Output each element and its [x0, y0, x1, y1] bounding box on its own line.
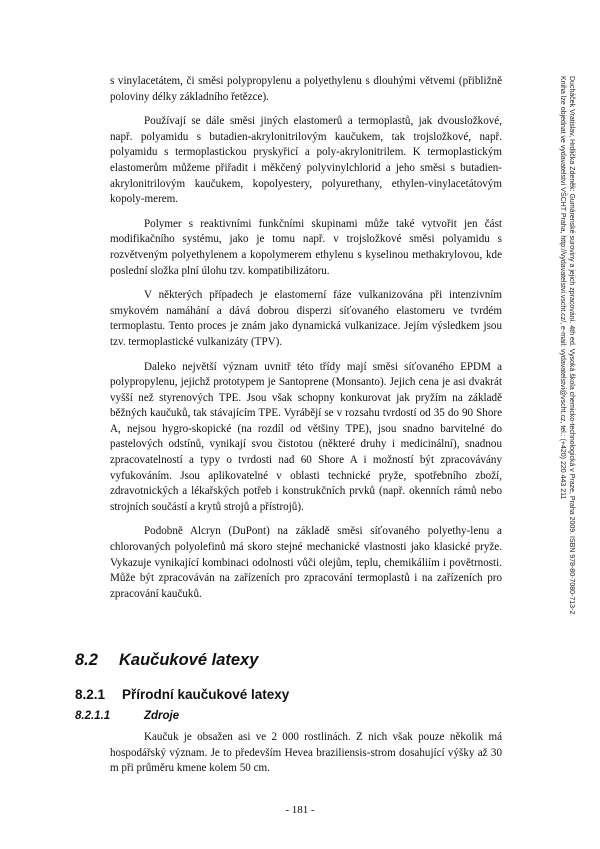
paragraph: s vinylacetátem, či směsi polypropylenu a polyethylenu s dlouhými větvemi (přibližně poloviny délky základního řetězce). — [110, 75, 502, 103]
section-title: Kaučukové latexy — [119, 651, 259, 669]
paragraph: Daleko největší význam uvnitř této třídy mají směsi síťovaného EPDM a polypropylenu, jejichž prototypem je Santoprene (Monsanto). Jejich cena je asi dvakrát vyšší než styrenových TPE. Jsou však schopny konkurovat jak pryžím na základě běžných kaučuků, tak stávajícím TPE. Vyrábějí se v rozsahu tvrdostí od 35 do 90 Shore A, nejsou hygro-skopické (na rozdíl od většiny TPE), jsou snadno barvitelné do pastelových odstínů, vynikají svou čistotou (některé druhy i medicinální), snadnou zpracovatelností a typy o tvrdosti nad 60 Shore A i možností být zpracovávány vyfukováním. Jsou aplikovatelné v oblasti technické pryže, spotřebního zboží, zdravotnických a lékařských potřeb i konstrukčních prvků (např. okenních rámů nebo strojních součástí a krytů strojů a přístrojů). — [110, 360, 502, 513]
subsubsection-title: Zdroje — [144, 710, 180, 722]
section-body — [110, 730, 502, 777]
section-number: 8.2 — [75, 651, 98, 669]
citation-sidebar — [558, 76, 576, 616]
subsection-title: Přírodní kaučukové latexy — [122, 687, 290, 702]
subsubsection-heading — [75, 710, 179, 722]
subsubsection-number: 8.2.1.1 — [75, 710, 111, 722]
citation-line: Ducháček Vratislav, Hrdlička Zdeněk: Gumárenské suroviny a jejich zpracování. 4th ed. Vysoká škola chemicko-technologická v Praze, Praha 2009. ISBN 978-80-7080-713-2 — [568, 76, 575, 615]
body-text — [110, 74, 502, 611]
paragraph: Polymer s reaktivními funkčními skupinami může také vytvořit jen část modifikačního systému, jako je tomu např. v trojsložkové směsi polyamidu s rozvětveným polyethylenem a kopolymerem ethylenu s kyselinou methakrylovou, kde poslední složka plní úlohu tzv. kompatibilizátoru. — [110, 217, 502, 277]
subsection-heading — [75, 687, 289, 702]
paragraph: Podobně Alcryn (DuPont) na základě směsi síťovaného polyethy-lenu a chlorovaných polyolefinů má skoro stejné mechanické vlastnosti jako klasické pryže. Vykazuje vynikající kombinaci odolnosti vůči olejům, teplu, chemikáliím i povětrnosti. Může být zpracováván na zařízeních pro zpracování termoplastů i na zařízeních pro zpracování kaučuků. — [110, 525, 502, 600]
page-number: - 181 - — [285, 804, 315, 816]
order-info-line: Kniha lze objednat ve vydavatelství VŠCHT Praha, http://vydavatelstvi.vscht.cz/, e-mail: vydavatelstvi@vscht.cz, tel.: (+420) 220 443 211 — [559, 76, 566, 500]
subsection-number: 8.2.1 — [75, 687, 106, 702]
section-heading — [75, 651, 258, 670]
paragraph: V některých případech je elastomerní fáze vulkanizována při intenzivním smykovém namáhání a dává dobrou disperzi síťovaného elastomeru ve tvrdém termoplastu. Tento proces je znám jako dynamická vulkanizace. Jejím výsledkem jsou tzv. termoplastické vulkanizáty (TPV). — [110, 289, 502, 348]
paragraph: Používají se dále směsi jiných elastomerů a termoplastů, jak dvousložkové, např. polyamidu s butadien-akrylonitrilovým kaučukem, tak trojsložkové, např. polyamidu s termoplastickou pryskyřicí a poly-akrylonitrilem. K termoplastickým elastomerům můžeme přiřadit i měkčený polyvinylchlorid a jeho směsi s butadien-akrylonitrilovým kaučukem, kopolyestery, polyurethany, ethylen-vinylacetátovým kopoly-merem. — [110, 115, 502, 206]
paragraph: Kaučuk je obsažen asi ve 2 000 rostlinách. Z nich však pouze několik má hospodářský význam. Je to především Hevea braziliensis-strom dosahující výšky až 30 m při průměru kmene kolem 50 cm. — [110, 731, 502, 775]
